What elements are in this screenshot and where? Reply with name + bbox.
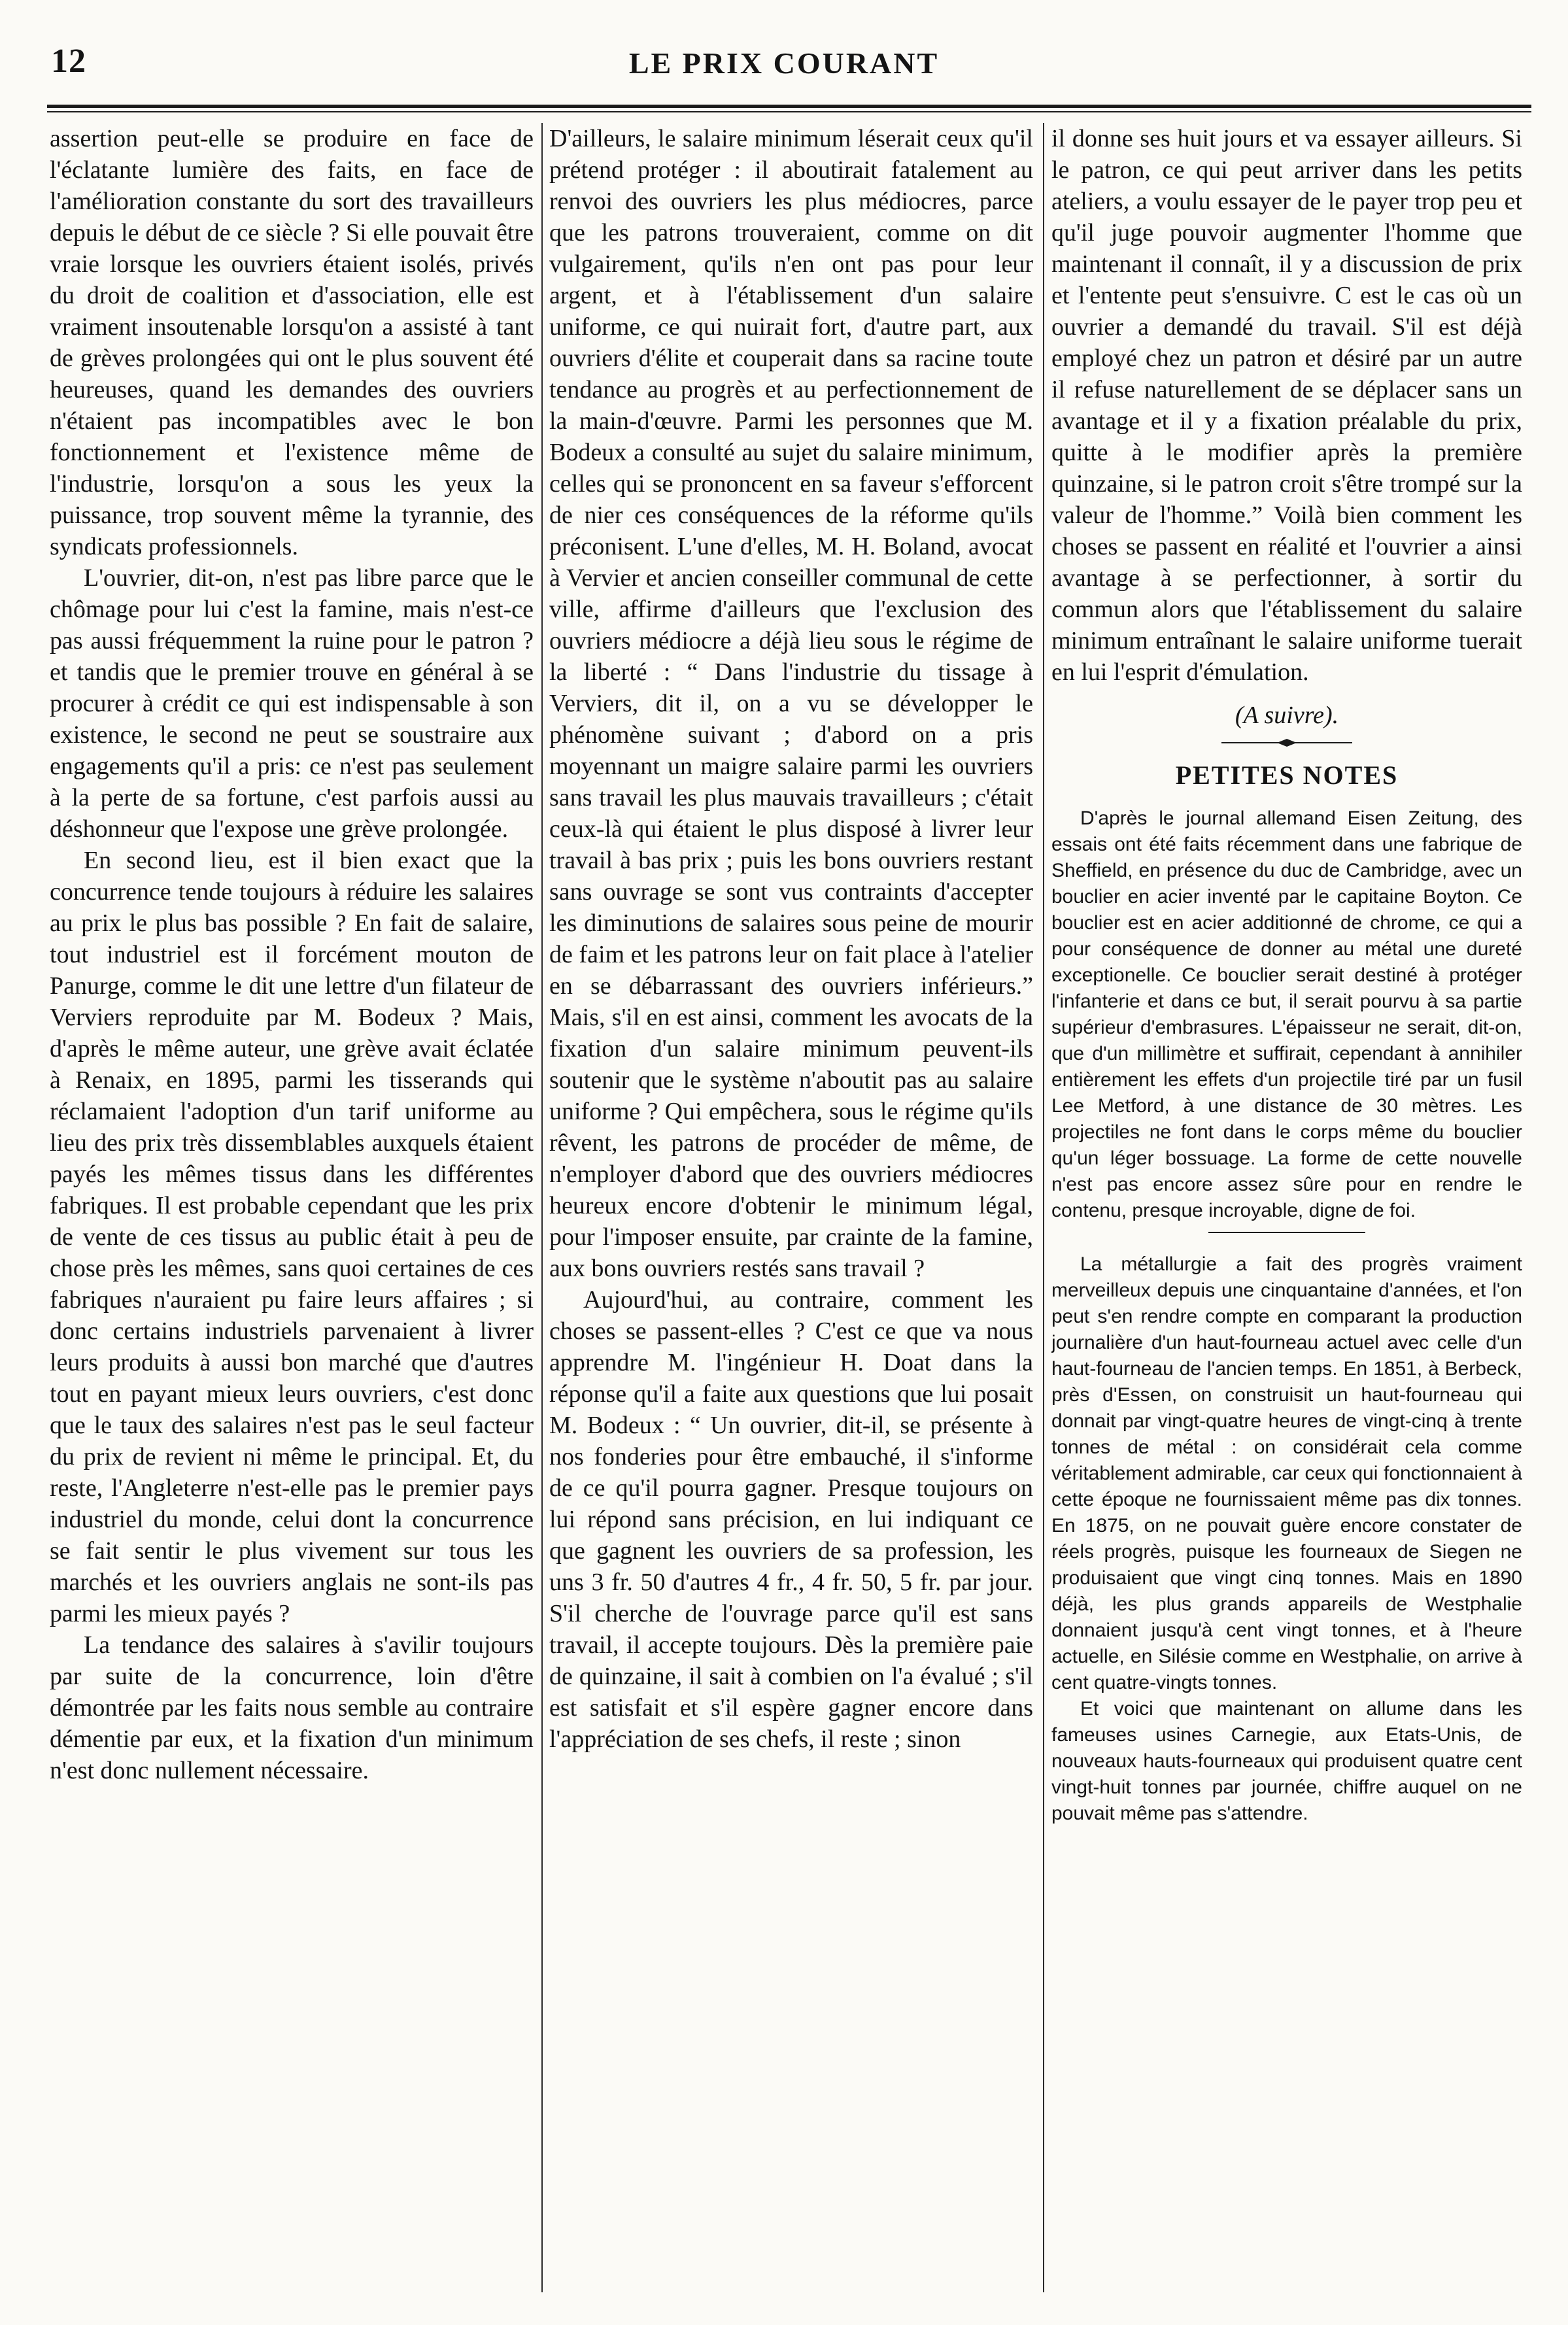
paragraph: D'ailleurs, le salaire minimum léserait ceux qu'il prétend protéger : il aboutirait fatalement au renvoi des ouvriers les plus médiocres, parce que les patrons trouveraient, comme on dit vulgairement, qu'ils n'en ont pas pour leur argent, et à l'établissement d'un salaire uniforme, ce qui nuirait fort, d'autre part, aux ouvriers d'élite et couperait dans sa racine toute tendance au progrès et au perfectionnement de la main-d'œuvre. Parmi les personnes que M. Bodeux a consulté au sujet du salaire minimum, celles qui se prononcent en sa faveur s'efforcent de nier ces conséquences de la réforme qu'ils préconisent. L'une d'elles, M. H. Boland, avocat à Vervier et ancien conseiller communal de cette ville, affirme d'ailleurs que l'exclusion des ouvriers médiocre a déjà lieu sous le régime de la liberté : “ Dans l'industrie du tissage à Verviers, dit il, on a vu se développer le phénomène suivant ; d'abord on a pris moyennant un maigre salaire parmi les ouvriers sans travail les plus mauvais travailleurs ; c'était ceux-là qui étaient le plus disposé à livrer leur travail à bas prix ; puis les bons ouvriers restant sans ouvrage se sont vus contraints d'accepter les diminutions de salaires sous peine de mourir de faim et les patrons leur on fait place à l'atelier en se débarrassant des ouvriers inférieurs.” Mais, s'il en est ainsi, comment les avocats de la fixation d'un salaire minimum peuvent-ils soutenir que le système n'aboutit pas au salaire uniforme ? Qui empêchera, sous le régime qu'ils rêvent, les patrons de procéder de même, de n'employer d'abord que des ouvriers médiocres heureux encore d'obtenir le minimum légal, pour l'imposer ensuite, par crainte de la famine, aux bons ouvriers restés sans travail ? [549, 125, 1033, 1282]
ornament-divider [1051, 738, 1522, 748]
column-3 [1051, 123, 1522, 2299]
note-divider [1051, 1230, 1522, 1234]
publication-title: LE PRIX COURANT [628, 46, 940, 80]
paragraph: L'ouvrier, dit-on, n'est pas libre parce que le chômage pour lui c'est la famine, mais n'est-ce pas aussi fréquemment la ruine pour le patron ? et tandis que le premier trouve en général à se procurer à crédit ce qui est indispensable à son existence, le second ne peut se soustraire aux engagements qu'il a pris: ce n'est pas seulement à la perte de sa fortune, c'est parfois aussi au déshonneur que l'expose une grève prolongée. [50, 564, 534, 843]
column-divider [1043, 123, 1044, 2292]
paragraph: il donne ses huit jours et va essayer ailleurs. Si le patron, ce qui peut arriver dans les petits ateliers, a voulu essayer de le payer trop peu et qu'il juge pouvoir augmenter l'homme que maintenant il connaît, il y a discussion de prix et l'entente peut s'ensuivre. C est le cas où un ouvrier a demandé du travail. S'il est déjà employé chez un patron et désiré par un autre il refuse naturellement de se déplacer sans un avantage et il y a fixation préalable du prix, quitte à le modifier après la première quinzaine, si le patron croit s'être trompé sur la valeur de l'homme.” Voilà bien comment les choses se passent en réalité et l'ouvrier a ainsi avantage à se perfectionner, à sortir du commun alors que l'établissement du salaire minimum entraînant le salaire uniforme tuerait en lui l'esprit d'émulation. [1051, 125, 1522, 686]
note: Et voici que maintenant on allume dans les fameuses usines Carnegie, aux Etats-Unis, de nouveaux hauts-fourneaux qui produisent quatre cent vingt-huit tonnes par journée, chiffre auquel on ne pouvait même pas s'attendre. [1051, 1698, 1522, 1824]
note: La métallurgie a fait des progrès vraiment merveilleux depuis une cinquantaine d'années, et l'on peut s'en rendre compte en comparant la production journalière d'un haut-fourneau actuel avec celle d'un haut-fourneau de l'ancien temps. En 1851, à Berbeck, près d'Essen, on construisit un haut-fourneau qui donnait par vingt-quatre heures de vingt-cinq à trente tonnes de métal : on considérait cela comme véritablement admirable, car ceux qui fonctionnaient à cette époque ne fournissaient même pas dix tonnes. En 1875, on ne pouvait guère encore constater de réels progrès, puisque les fourneaux de Siegen ne produisaient que vingt cinq tonnes. Mais en 1890 déjà, les plus grands appareils de Westphalie donnaient jusqu'à cent vingt tonnes, et à l'heure actuelle, en Silésie comme en Westphalie, on arrive à cent quatre-vingts tonnes. [1051, 1253, 1522, 1693]
page-number: 12 [51, 42, 86, 80]
paragraph: En second lieu, est il bien exact que la concurrence tende toujours à réduire les salaires au prix le plus bas possible ? En fait de salaire, tout industriel est il forcément mouton de Panurge, comme le dit une lettre d'un filateur de Verviers reproduite par M. Bodeux ? Mais, d'après le même auteur, une grève avait éclatée à Renaix, en 1895, parmi les tisserands qui réclamaient l'adoption d'un tarif uniforme au lieu des prix très dissemblables auxquels étaient payés les mêmes tissus dans les différentes fabriques. Il est probable cependant que les prix de vente de ces tissus au public était à peu de chose près les mêmes, sans quoi certaines de ces fabriques n'auraient pu faire leurs affaires ; si donc certains industriels parvenaient à livrer leurs produits à aussi bon marché que d'autres tout en payant mieux leurs ouvriers, c'est donc que le taux des salaires n'est pas le seul facteur du prix de revient ni même le principal. Et, du reste, l'Angleterre n'est-elle pas le premier pays industriel du monde, celui dont la concurrence se fait sentir le plus vivement sur tous les marchés et les ouvriers anglais ne sont-ils pas parmi les mieux payés ? [50, 847, 534, 1627]
column-divider [541, 123, 543, 2292]
paragraph: assertion peut-elle se produire en face de l'éclatante lumière des faits, en face de l'amélioration constante du sort des travailleurs depuis le début de ce siècle ? Si elle pouvait être vraie lorsque les ouvriers étaient isolés, privés du droit de coalition et d'association, elle est vraiment insoutenable lorsqu'on a assisté à tant de grèves prolongées qui ont le plus souvent été heureuses, quand les demandes des ouvriers n'étaient pas incompatibles avec le bon fonctionnement et l'existence même de l'industrie, lorsqu'on a sous les yeux la puissance, trop souvent même la tyrannie, des syndicats professionnels. [50, 125, 534, 560]
paragraph: La tendance des salaires à s'avilir toujours par suite de la concurrence, loin d'être démontrée par les faits nous semble au contraire démentie par eux, et la fixation d'un minimum n'est donc nullement nécessaire. [50, 1631, 534, 1784]
header-rule [47, 105, 1531, 108]
to-be-continued: (A suivre). [1235, 702, 1339, 729]
paragraph: Aujourd'hui, au contraire, comment les choses se passent-elles ? C'est ce que va nous apprendre M. l'ingénieur H. Doat dans la réponse qu'il a faite aux questions que lui posait M. Bodeux : “ Un ouvrier, dit-il, se présente à nos fonderies pour être embauché, il s'informe de ce qu'il pourra gagner. Presque toujours on lui répond sans précision, en lui indiquant ce que gagnent les ouvriers de sa profession, les uns 3 fr. 50 d'autres 4 fr., 4 fr. 50, 5 fr. par jour. S'il cherche de l'ouvrage parce qu'il est sans travail, il accepte toujours. Dès la première paie de quinzaine, il sait à combien on l'a évalué ; s'il est satisfait et s'il espère gagner encore dans l'appréciation de ses chefs, il reste ; sinon [549, 1286, 1033, 1753]
notes [1051, 806, 1522, 1827]
column-2 [549, 123, 1033, 2299]
section-title: PETITES NOTES [1175, 760, 1399, 790]
note: D'après le journal allemand Eisen Zeitung, des essais ont été faits récemment dans une fabrique de Sheffield, en présence du duc de Cambridge, avec un bouclier en acier inventé par le capitaine Boyton. Ce bouclier est en acier additionné de chrome, ce qui a pour conséquence de donner au métal une dureté exceptionelle. Ce bouclier serait destiné à protéger l'infanterie et dans ce but, il serait pourvu à sa partie supérieur d'embrasures. L'épaisseur ne serait, dit-on, que d'un millimètre et suffirait, cependant à annihiler entièrement les effets d'un projectile tiré par un fusil Lee Metford, à une distance de 30 mètres. Les projectiles ne font dans le corps même du bouclier qu'un léger bossuage. La forme de cette nouvelle n'est pas encore assez sûre pour en rendre le contenu, presque incroyable, digne de foi. [1051, 807, 1522, 1221]
column-1 [50, 123, 534, 2299]
header-rule-thin [47, 111, 1531, 112]
